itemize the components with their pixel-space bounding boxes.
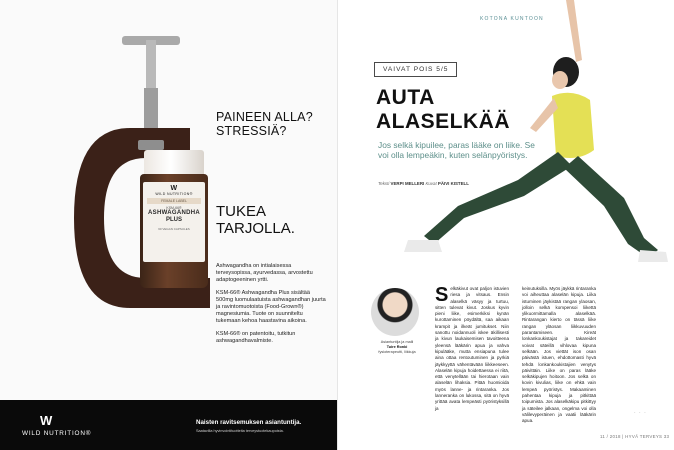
wild-nutrition-logo-icon: W	[40, 413, 53, 428]
article-page	[337, 0, 674, 450]
expert-name: Tuire Ronki	[386, 345, 408, 349]
ad-paragraph: KSM-66® Ashwagandha Plus sisältää 500mg luomulaatuista ashwagandhan juurta ja ravintomuotoista (Food-Grown®) magnesiumia. Tuote on suunniteltu tukemaan kehoa haastavina aikoina.	[216, 289, 326, 325]
ad-headline-answer	[216, 203, 326, 237]
ad-headline-line: STRESSIÄ?	[216, 124, 287, 138]
jar-brand-mark: W	[170, 185, 178, 192]
article-title-line: AUTA	[376, 86, 435, 109]
jar-band: FEMALE LABEL	[147, 198, 201, 204]
column-2-text: keinutuksilla. Myös jäykkä rintaranka voi aiheuttaa alaselän kipuja. Liika istuminen jäykistää rangan ylaosan, jolloin selkä kompensoi liikettä ylikuormittamalla alaselkää. Rintarangan kierto on tässä liike rangan yläosan liikkuvuuden parantamiseen. Kireät lonkankoukistajat ja takareidet voivat säteillä vihlovaa kipuna selkään. Jos viettät ison osan päivästä istuen, ehdottomasti hyvä tehdä lonkankoukistajien venytys päivittäin. Liike on paras lääke selkäkipujen hoitoon. Jos selkä on kovin kivulias, liike on ehkä vain lempeä pyöristys. Makaaminen pahentaa kipuja ja pitkittää toipumista. Jos alaselkäkipu pitkittyy ja säteilee jalkaan, ongelma voi olla välilevyperäinen ja vaatii lääkärin apua.	[522, 286, 596, 424]
credit-photo-author: PÄIVI KISTELL	[437, 181, 469, 186]
expert-portrait	[371, 288, 419, 336]
article-credits	[378, 181, 469, 186]
expert-caption	[370, 340, 424, 355]
model-top	[552, 93, 594, 158]
clamp-pad	[138, 140, 164, 150]
credit-text-label: Teksti	[378, 181, 390, 186]
page-folio: 11 / 2018 | HYVÄ TERVEYS 33	[600, 434, 670, 439]
drop-cap: S	[435, 284, 449, 306]
article-title-line: ALASELKÄÄ	[376, 110, 510, 133]
ad-headline-line: TARJOLLA.	[216, 220, 295, 237]
jar-label	[143, 182, 205, 262]
article-end-mark: · · ·	[634, 410, 647, 416]
ad-footer	[0, 400, 337, 450]
jar-brand: WILD NUTRITION®	[155, 192, 193, 196]
jar-line: KSM-66®	[166, 206, 182, 210]
credit-photo-label: Kuvat	[425, 181, 437, 186]
ad-body-copy	[216, 263, 328, 350]
expert-role: Asiantuntija ja malli	[380, 340, 414, 344]
model-front-shoe	[404, 240, 442, 252]
footer-subline: Saatavilla hyvinvointituotteita terveystuotekaupoista.	[196, 429, 284, 433]
wild-nutrition-logo-text: WILD NUTRITION®	[22, 430, 92, 437]
ad-paragraph: KSM-66® on patentoitu, tutkitun ashwagandhavalmiste.	[216, 330, 296, 344]
ad-paragraph: Ashwagandha on intialaisessa terveysopissa, ayurvedassa, arvostettu adaptogeeninen yrtti.	[216, 263, 313, 284]
expert-title: fysioterapeutti, liikkuja	[378, 350, 416, 354]
column-1-text: elkäkivut ovat paljon istuvien riesa ja vitsaus. Ensin alaselkä väsyy ja turtuu, sitten tulevat kivut. Joskus kyvin pieni liike, esimerkiksi kynän kurottaminen pöydältä, saa aikaan krampit ja ilkeät jumitukset. Niin sanottu noidannuoli iskee äkillisesti ja kivun laukaisemisen tavoitteena yleensä lääkärin apua ja vahva kipulääke, mutta ensiapuna tulee aina ottaa rentoutuminen ja pyrkiä jäykkyyttä vähentävään liikkeeseen. Alaselän kipuja hoidettaessa ei riitä, että venytellään tai hierotaan vain alaselän lihaksia. Pitää huomioida myös lanne- ja rintaranka. Jos lanneranka on lukossa, sitä on hyvä yrittää avata lempeästi pyöristyksillä ja	[435, 286, 509, 411]
article-column-2	[522, 286, 596, 425]
ad-headline-line: TUKEA	[216, 203, 267, 220]
series-kicker: VAIVAT POIS 5/5	[374, 62, 457, 77]
section-running-head: KOTONA KUNTOON	[480, 16, 544, 22]
ad-headline-question	[216, 110, 326, 138]
article-column-1	[435, 286, 509, 412]
article-lead: Jos selkä kipuilee, paras lääke on liike. Se voi olla lempeäkin, kuten selänpyöristys.	[378, 140, 535, 161]
footer-tagline: Naisten ravitsemuksen asiantuntija.	[196, 419, 302, 426]
jar-title: ASHWAGANDHA	[148, 210, 200, 216]
model-face	[552, 71, 568, 89]
credit-text-author: VERPI MELLERI	[390, 181, 425, 186]
ad-headline-line: PAINEEN ALLA?	[216, 110, 313, 124]
article-title	[376, 86, 510, 134]
supplement-jar	[140, 150, 208, 288]
jar-subtitle: PLUS	[165, 217, 182, 223]
jar-foot: 60 VEGAN CAPSULES	[158, 227, 190, 231]
